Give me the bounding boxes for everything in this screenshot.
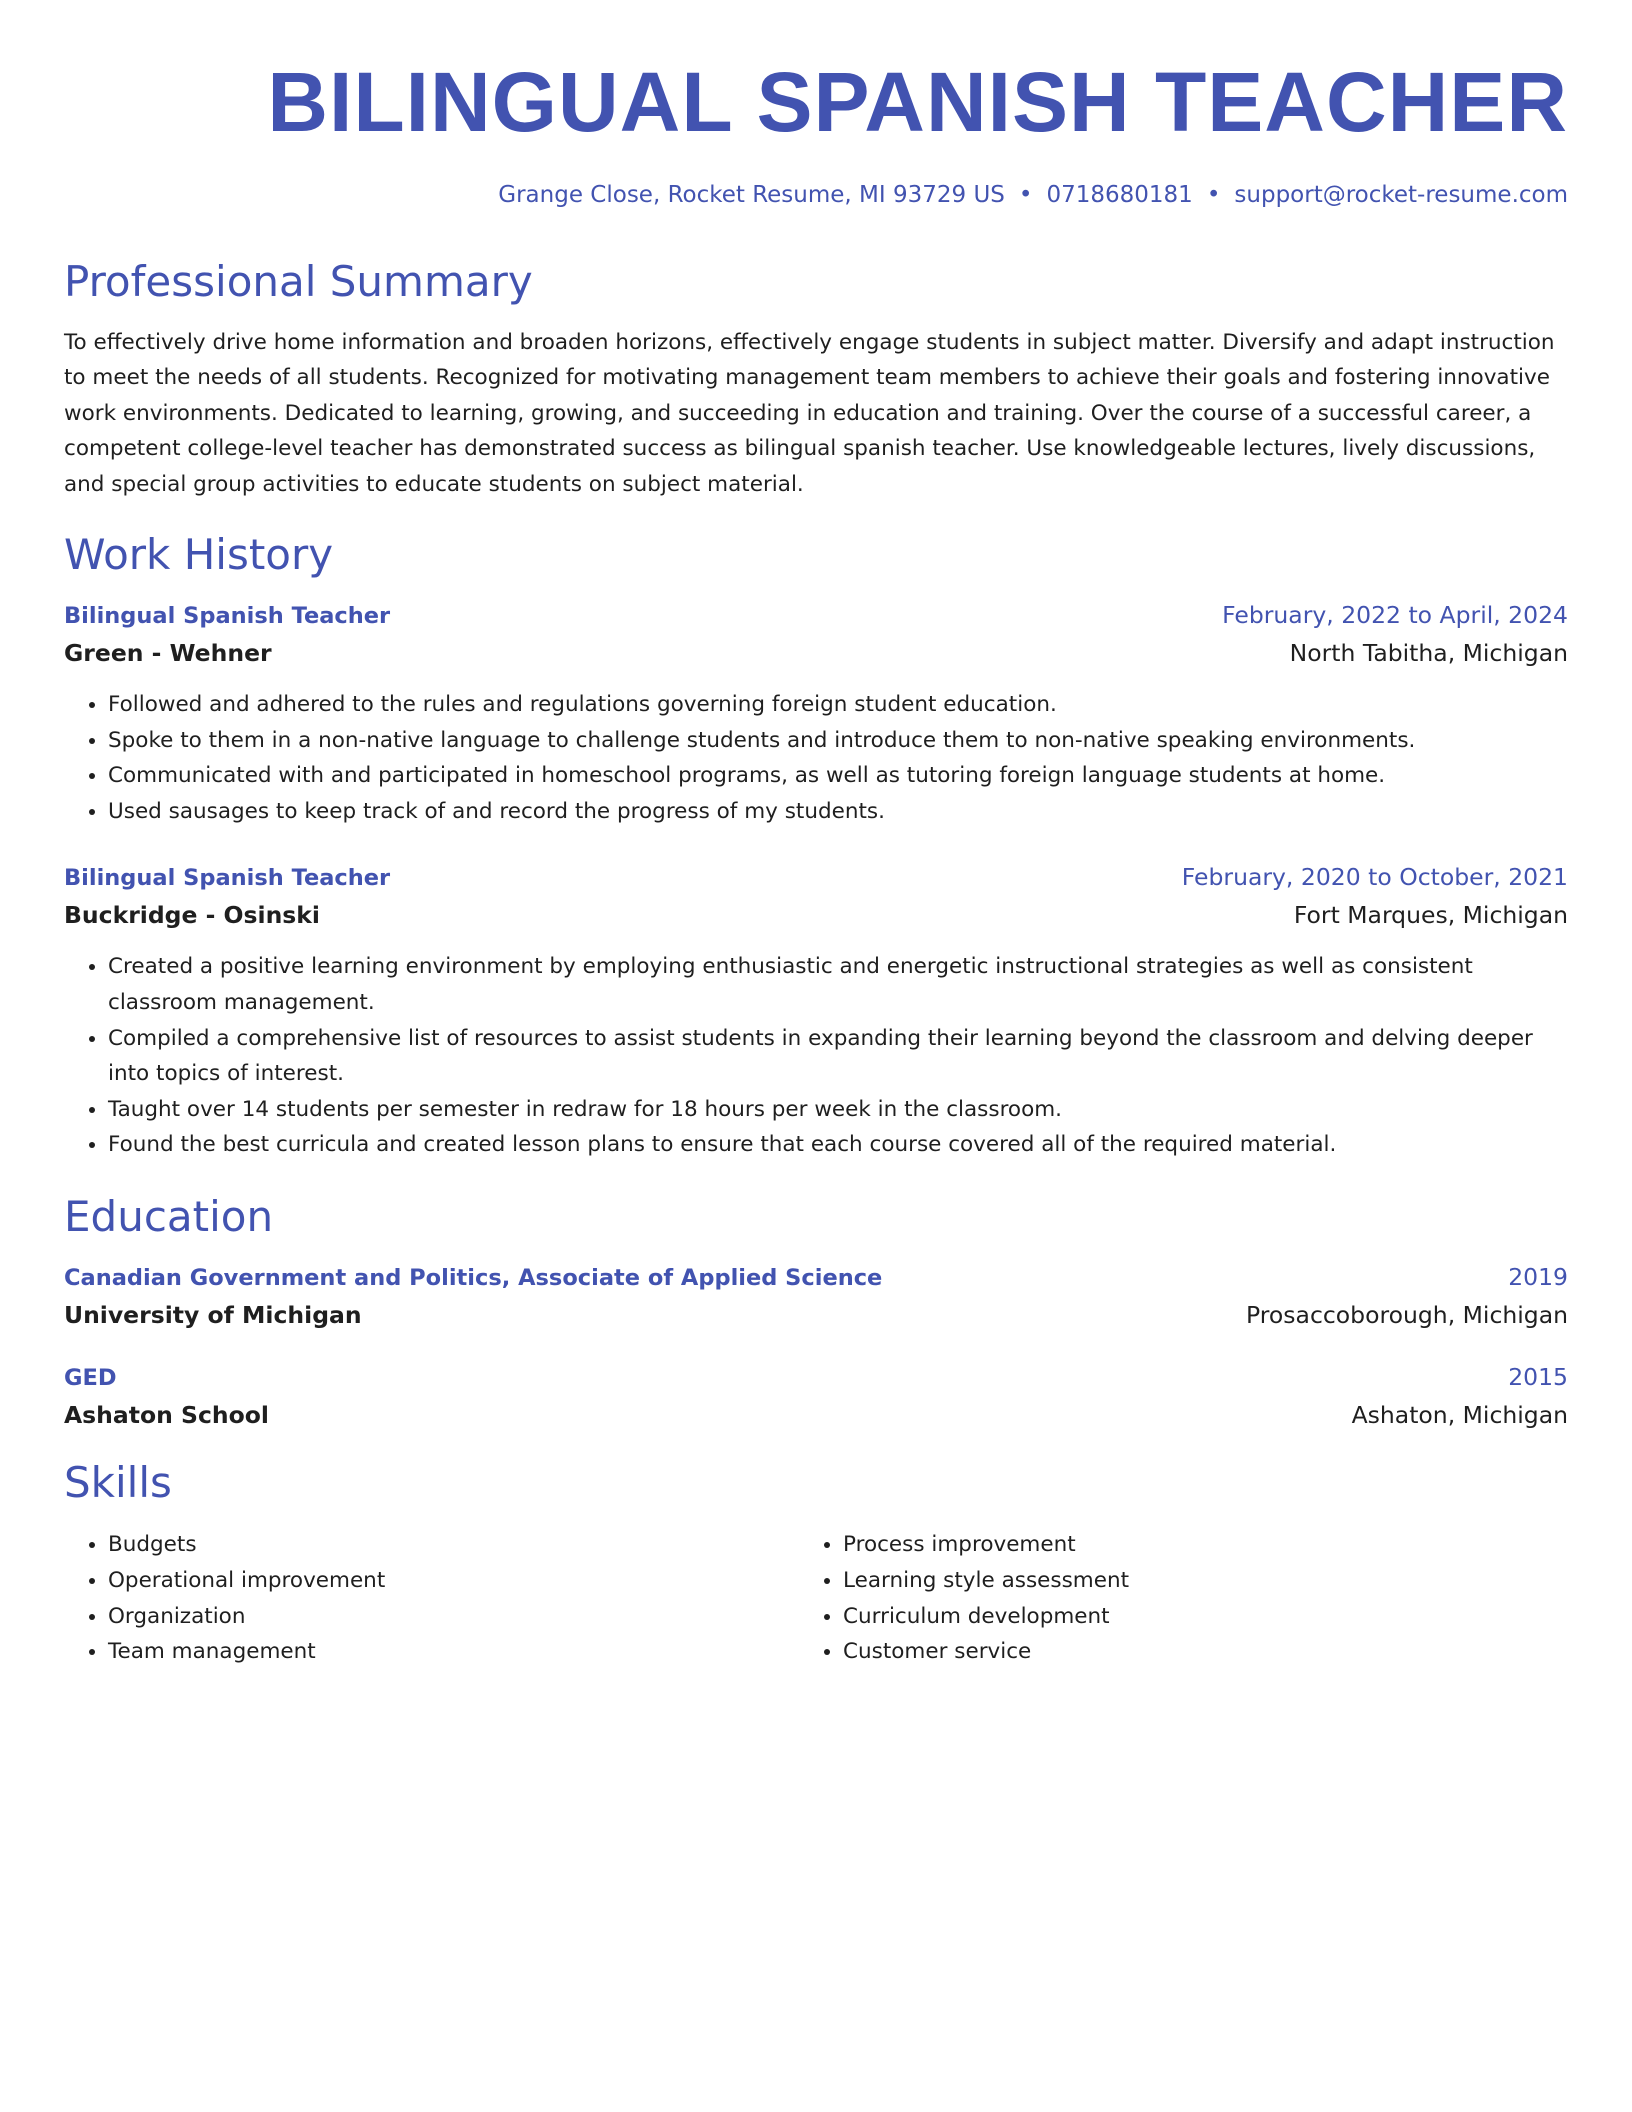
job-bullet: • Taught over 14 students per semester in redraw for 18 hours per week in the classroom. xyxy=(108,1092,1568,1128)
education-year: 2015 xyxy=(1508,1363,1568,1392)
job-bullet: • Communicated with and participated in homeschool programs, as well as tutoring foreign language students at home. xyxy=(108,758,1568,794)
education-location: Ashaton, Michigan xyxy=(1351,1401,1568,1430)
job-bullets xyxy=(64,949,1568,1163)
job-bullet: • Found the best curricula and created lesson plans to ensure that each course covered all of the required material. xyxy=(108,1127,1568,1163)
skill-item: • Budgets xyxy=(108,1527,799,1563)
skill-item: • Operational improvement xyxy=(108,1563,799,1599)
work-history-heading: Work History xyxy=(64,529,334,579)
education-location: Prosaccoborough, Michigan xyxy=(1246,1301,1568,1330)
education-school: University of Michigan xyxy=(64,1301,362,1330)
education-entry xyxy=(64,1263,1568,1329)
education-degree: GED xyxy=(64,1365,117,1392)
contact-separator: • xyxy=(1206,182,1221,209)
job-dates: February, 2022 to April, 2024 xyxy=(1222,600,1568,629)
skill-item: • Curriculum development xyxy=(843,1599,1534,1635)
skill-item: • Customer service xyxy=(843,1634,1534,1670)
job-bullet: • Created a positive learning environment by employing enthusiastic and energetic instructional strategies as well as consistent classroom management. xyxy=(108,949,1568,1020)
job-bullet: • Used sausages to keep track of and record the progress of my students. xyxy=(108,794,1568,830)
summary-text: To effectively drive home information and broaden horizons, effectively engage students in subject matter. Diversify and adapt instruction to meet the needs of all students. Recognized for motivating management team members to achieve their goals and fostering innovative work environments. Dedicated to learning, growing, and succeeding in education and training. Over the course of a successful career, a competent college-level teacher has demonstrated success as bilingual spanish teacher. Use knowledgeable lectures, lively discussions, and special group activities to educate students on subject material. xyxy=(64,329,1555,498)
job-location: Fort Marques, Michigan xyxy=(1293,901,1568,930)
skill-item: • Team management xyxy=(108,1634,799,1670)
resume-name: BILINGUAL SPANISH TEACHER xyxy=(267,55,1568,149)
job-bullet: • Spoke to them in a non-native language to challenge students and introduce them to non-native speaking environments. xyxy=(108,723,1568,759)
skills-list xyxy=(64,1527,1568,1669)
job-bullet: • Followed and adhered to the rules and regulations governing foreign student education. xyxy=(108,687,1568,723)
skill-item: • Organization xyxy=(108,1599,799,1635)
summary-heading: Professional Summary xyxy=(64,257,533,307)
skills-column-right xyxy=(799,1527,1534,1669)
job-role: Bilingual Spanish Teacher xyxy=(64,865,391,892)
skill-item: • Learning style assessment xyxy=(843,1563,1534,1599)
education-entry xyxy=(64,1363,1568,1429)
skills-heading: Skills xyxy=(64,1458,172,1508)
contact-separator: • xyxy=(1018,182,1033,209)
skills-column-left xyxy=(64,1527,799,1669)
job-role: Bilingual Spanish Teacher xyxy=(64,602,391,629)
education-heading: Education xyxy=(64,1191,274,1241)
contact-email: support@rocket-resume.com xyxy=(1234,182,1568,209)
job-company: Buckridge - Osinski xyxy=(64,901,320,930)
job-entry xyxy=(64,601,1568,829)
contact-address: Grange Close, Rocket Resume, MI 93729 US xyxy=(498,182,1005,209)
contact-line xyxy=(64,182,1568,208)
education-degree: Canadian Government and Politics, Associate of Applied Science xyxy=(64,1265,883,1292)
contact-phone: 0718680181 xyxy=(1046,182,1193,209)
job-bullet: • Compiled a comprehensive list of resources to assist students in expanding their learning beyond the classroom and delving deeper into topics of interest. xyxy=(108,1021,1568,1092)
education-school: Ashaton School xyxy=(64,1401,269,1430)
education-year: 2019 xyxy=(1508,1263,1568,1292)
skill-item: • Process improvement xyxy=(843,1527,1534,1563)
job-entry xyxy=(64,863,1568,1163)
job-dates: February, 2020 to October, 2021 xyxy=(1181,863,1568,892)
job-bullets xyxy=(64,687,1568,829)
job-company: Green - Wehner xyxy=(64,638,272,667)
job-location: North Tabitha, Michigan xyxy=(1289,638,1568,667)
